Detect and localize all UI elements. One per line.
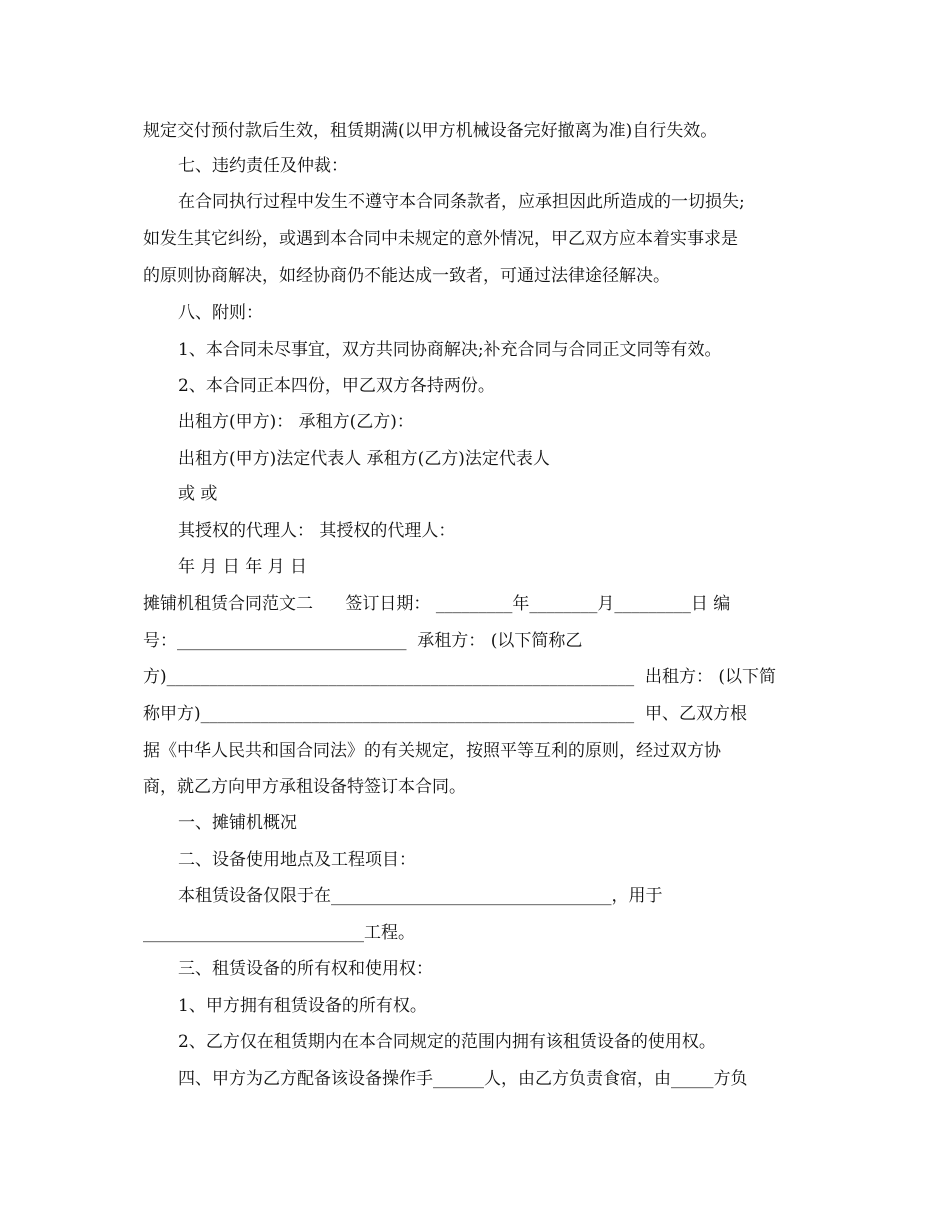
- text-line: 2、乙方仅在租赁期内在本合同规定的范围内拥有该租赁设备的使用权。: [178, 1032, 716, 1052]
- text-line: 1、本合同未尽事宜，双方共同协商解决;补充合同与合同正文同等有效。: [178, 340, 722, 360]
- text-line: 商，就乙方向甲方承租设备特签订本合同。: [143, 777, 466, 797]
- signature-line: 或 或: [178, 484, 218, 504]
- text-line: 据《中华人民共和国合同法》的有关规定，按照平等互利的原则，经过双方协: [143, 741, 721, 761]
- text-line: 四、甲方为乙方配备该设备操作手______人，由乙方负责食宿，由_____方负: [178, 1069, 748, 1089]
- text-line: 号：___________________________ 承租方： (以下简称乙: [143, 631, 583, 651]
- signature-line: 出租方(甲方)法定代表人 承租方(乙方)法定代表人: [178, 449, 550, 469]
- section-heading: 八、附则：: [178, 303, 263, 323]
- signature-line: 出租方(甲方)： 承租方(乙方)：: [178, 412, 414, 432]
- text-line: 在合同执行过程中发生不遵守本合同条款者，应承担因此所造成的一切损失;: [178, 192, 745, 212]
- text-line: 方)_______________________________________________________ 出租方： (以下简: [143, 667, 776, 687]
- signature-line: 其授权的代理人： 其授权的代理人：: [178, 521, 456, 541]
- text-line: 如发生其它纠纷，或遇到本合同中未规定的意外情况，甲乙双方应本着实事求是: [143, 229, 738, 249]
- text-line: 的原则协商解决，如经协商仍不能达成一致者，可通过法律途径解决。: [143, 266, 670, 286]
- text-line: 1、甲方拥有租赁设备的所有权。: [178, 996, 427, 1016]
- date-line: 年 月 日 年 月 日: [178, 557, 308, 577]
- section-heading: 三、租赁设备的所有权和使用权：: [178, 959, 433, 979]
- text-line: __________________________工程。: [143, 923, 415, 943]
- section-heading: 一、摊铺机概况: [178, 813, 297, 833]
- text-line: 称甲方)___________________________________________________ 甲、乙双方根: [143, 704, 747, 724]
- text-line: 2、本合同正本四份，甲乙双方各持两份。: [178, 376, 495, 396]
- contract-title-line: 摊铺机租赁合同范文二 签订日期： _________年________月_________日 编: [143, 594, 731, 614]
- text-line: 本租赁设备仅限于在_________________________________，用于: [178, 886, 663, 906]
- section-heading: 七、违约责任及仲裁：: [178, 156, 348, 176]
- text-line: 规定交付预付款后生效，租赁期满(以甲方机械设备完好撤离为准)自行失效。: [143, 121, 718, 141]
- section-heading: 二、设备使用地点及工程项目：: [178, 850, 416, 870]
